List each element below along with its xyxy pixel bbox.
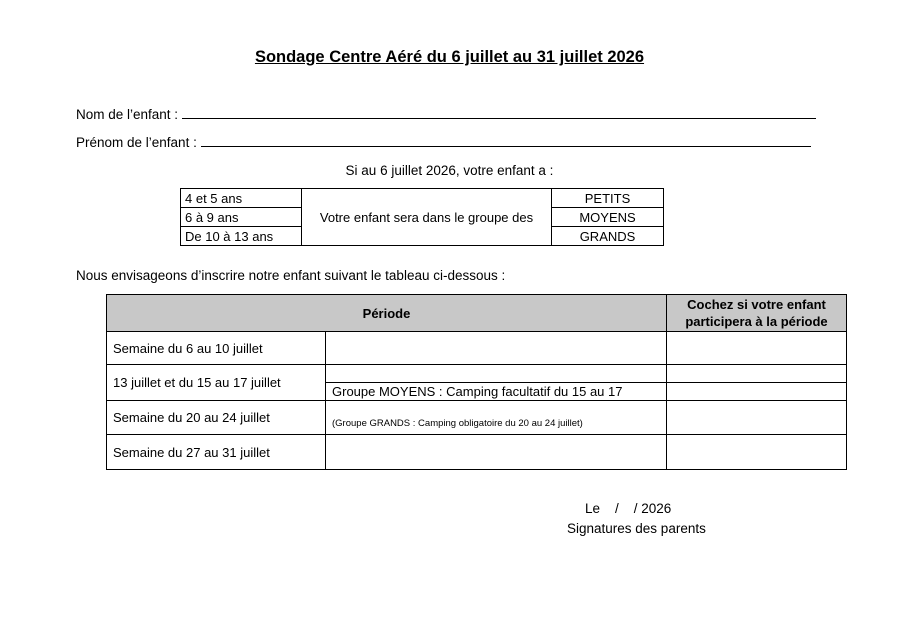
checkbox-cell[interactable] bbox=[667, 365, 847, 383]
age-intro: Si au 6 juillet 2026, votre enfant a : bbox=[345, 163, 554, 178]
inscription-intro: Nous envisageons d’inscrire notre enfant suivant le tableau ci-dessous : bbox=[76, 268, 506, 283]
prenom-label: Prénom de l’enfant : bbox=[76, 135, 197, 150]
prenom-field[interactable] bbox=[201, 134, 811, 147]
signature-date: Le / / 2026 bbox=[585, 501, 672, 516]
period-cell: Semaine du 27 au 31 juillet bbox=[107, 435, 326, 470]
note-cell bbox=[326, 435, 667, 470]
age-cell: 6 à 9 ans bbox=[181, 208, 302, 227]
note-cell: Groupe MOYENS : Camping facultatif du 15 au 17 bbox=[326, 383, 667, 401]
note-cell bbox=[326, 332, 667, 365]
period-cell: Semaine du 20 au 24 juillet bbox=[107, 401, 326, 435]
period-table bbox=[106, 294, 847, 470]
header-check-line2: participera à la période bbox=[685, 314, 828, 329]
nom-label: Nom de l’enfant : bbox=[76, 107, 179, 122]
age-cell: De 10 à 13 ans bbox=[181, 227, 302, 246]
page-title: Sondage Centre Aéré du 6 juillet au 31 juillet 2026 bbox=[254, 48, 645, 66]
checkbox-cell[interactable] bbox=[667, 383, 847, 401]
period-cell: 13 juillet et du 15 au 17 juillet bbox=[107, 365, 326, 401]
period-cell: Semaine du 6 au 10 juillet bbox=[107, 332, 326, 365]
checkbox-cell[interactable] bbox=[667, 435, 847, 470]
group-sentence: Votre enfant sera dans le groupe des bbox=[302, 189, 552, 246]
age-group-table bbox=[180, 188, 664, 246]
prenom-row bbox=[76, 134, 811, 150]
age-cell: 4 et 5 ans bbox=[181, 189, 302, 208]
group-cell: PETITS bbox=[552, 189, 664, 208]
nom-row bbox=[76, 106, 816, 122]
header-check bbox=[667, 295, 847, 332]
checkbox-cell[interactable] bbox=[667, 332, 847, 365]
signature-label: Signatures des parents bbox=[567, 521, 706, 536]
note-cell: (Groupe GRANDS : Camping obligatoire du 20 au 24 juillet) bbox=[326, 401, 667, 435]
header-periode: Période bbox=[107, 295, 667, 332]
group-cell: MOYENS bbox=[552, 208, 664, 227]
note-cell bbox=[326, 365, 667, 383]
checkbox-cell[interactable] bbox=[667, 401, 847, 435]
header-check-line1: Cochez si votre enfant bbox=[687, 297, 826, 312]
nom-field[interactable] bbox=[182, 106, 816, 119]
group-cell: GRANDS bbox=[552, 227, 664, 246]
